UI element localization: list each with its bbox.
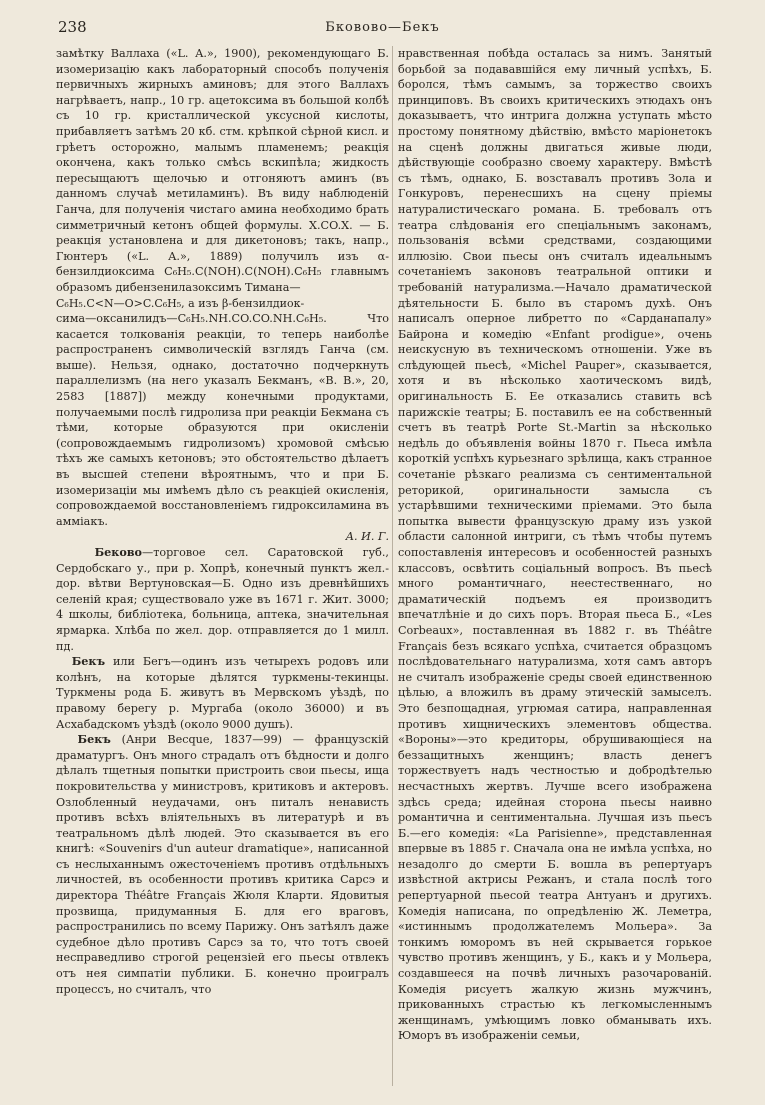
- entry-bekovo-text: —торговое сел. Саратовской губ., Сердобскаго у., при р. Хопрѣ, конечный пунктъ жел.-дор. вѣтви Вертуновская—Б. Одно изъ древнѣйшихъ селеній края; существовало уже въ 1671 г. Жит. 3000; 4 школы, библіотека, больница, аптека, значительная ярмарка. Хлѣба по жел. дор. отправляется до 1 милл. пд.: [56, 546, 389, 653]
- page-number: 238: [58, 18, 87, 36]
- entry-bek-becque: [56, 732, 389, 997]
- entry-bekovo: [56, 545, 389, 654]
- becque-continuation: нравственная побѣда осталась за нимъ. Занятый борьбой за подававшійся ему личный успѣхъ, Б. боролся, тѣмъ самымъ, за торжество своихъ принциповъ. Въ своихъ критическихъ этюдахъ онъ доказываетъ, что интрига должна уступать мѣсто простому понятному дѣйствію, вмѣсто маріонетокъ на сценѣ должны двигаться живые люди, дѣйствующіе сообразно своему характеру. Вмѣстѣ съ тѣмъ, однако, Б. возставалъ противъ Зола и Гонкуровъ, перенесшихъ на сцену пріемы натуралистическаго романа. Б. требовалъ отъ театра слѣдованія его спеціальнымъ законамъ, пользованія всѣми средствами, создающими иллюзію. Свои пьесы онъ считалъ идеальнымъ сочетаніемъ законовъ театральной оптики и требованій натурализма.—Начало драматической дѣятельности Б. было въ старомъ духѣ. Онъ написалъ оперное либретто по «Сарданапалу» Байрона и комедію «Enfant prodigue», очень неискусную въ техническомъ отношеніи. Уже въ слѣдующей пьесѣ, «Michel Pauper», сказывается, хотя и въ нѣсколько хаотическомъ видѣ, оригинальность Б. Ее отказались ставить всѣ парижскіе театры; Б. поставилъ ее на собственный счетъ въ театрѣ Porte St.-Martin за нѣсколько недѣль до объявленія войны 1870 г. Пьеса имѣла короткій успѣхъ курьезнаго зрѣлища, какъ странное сочетаніе рѣзкаго реализма съ сентиментальной реторикой, оригинальности замысла съ устарѣвшими техническими пріемами. Это была попытка вывести французскую драму изъ узкой области салонной интриги, съ тѣмъ чтобы путемъ сопоставленія интересовъ и особенностей разныхъ классовъ, освѣтить соціальный вопросъ. Въ пьесѣ много романтичнаго, неестественнаго, но драматическій подъемъ ея производитъ впечатлѣніе и до сихъ поръ. Вторая пьеса Б., «Les Corbeaux», поставленная въ 1882 г. въ Théâtre Français безъ всякаго успѣха, считается образцомъ послѣдовательнаго натурализма, хотя самъ авторъ не считалъ изображеніе среды своей единственною цѣлью, а вложилъ въ драму этическій замыселъ. Это безпощадная, угрюмая сатира, направленная противъ хищническихъ элементовъ общества. «Вороны»—это кредиторы, обрушивающіеся на беззащитныхъ женщинъ; власть денегъ торжествуетъ надъ честностью и добродѣтелью несчастныхъ жертвъ. Лучше всего изображена здѣсь среда; идейная сторона пьесы наивно романтична и сентиментальна. Лучшая изъ пьесъ Б.—его комедія: «La Parisienne», представленная впервые въ 1885 г. Сначала она не имѣла успѣха, но незадолго до смерти Б. вошла въ репертуаръ извѣстной актрисы Режанъ, и стала послѣ того репертуарной пьесой театра Антуанъ и другихъ. Комедія написана, по опредѣленію Ж. Леметра, «истиннымъ продолжателемъ Мольера». За тонкимъ юморомъ въ ней скрывается горькое чувство противъ женщинъ, у Б., какъ и у Мольера, создавшееся на почвѣ личныхъ разочарованій. Комедія рисуетъ жалкую жизнь мужчинъ, прикованныхъ страстью къ легкомысленнымъ женщинамъ, умѣющимъ ловко обманывать ихъ. Юморъ въ изображеніи семьи,: [398, 47, 712, 1043]
- right-column: [398, 46, 712, 1044]
- entry-bek-tribe: [56, 654, 389, 732]
- headword-bek-tribe: Бекъ: [71, 654, 106, 669]
- entry-bek-tribe-text: или Бегъ—одинъ изъ четырехъ родовъ или колѣнъ, на которые дѣлятся туркмены-текинцы. Туркмены рода Б. живутъ въ Мервскомъ уѣздѣ, по правому берегу р. Мургаба (около 36000) и въ Асхабадскомъ уѣздѣ (около 9000 душъ).: [56, 655, 389, 731]
- hantzsch-paragraph: сима—оксанилидъ—C₆H₅.NH.CO.CO.NH.C₆H₅. Что касается толкованія реакціи, то теперь наиболѣе распространенъ символическій взглядъ Ганча (см. выше). Нельзя, однако, достаточно подчеркнуть параллелизмъ (на него указалъ Бекманъ, «B. B.», 20, 2583 [1887]) между конечными продуктами, получаемыми послѣ гидролиза при реакціи Бекмана съ тѣми, которые образуются при окисленіи (сопровождаемымъ гидролизомъ) хромовой смѣсью тѣхъ же самыхъ кетоновъ; это обстоятельство дѣлаетъ въ высшей степени вѣроятнымъ, что и при Б. изомеризаціи мы имѣемъ дѣло съ реакціей окисленія, сопровождаемой восстановленіемъ гидроксиламина въ аммiакъ.: [56, 312, 389, 528]
- entry-bek-becque-text: (Анри Becque, 1837—99) — французскій драматургъ. Онъ много страдалъ отъ бѣдности и долго дѣлалъ тщетныя попытки пристроить свои пьесы, ища покровительства у министровъ, критиковъ и актеровъ. Озлобленный неудачами, онъ питалъ ненависть противъ всѣхъ вліятельныхъ въ литературѣ и въ театральномъ дѣлѣ людей. Это сказывается въ его книгѣ: «Souvenirs d'un auteur dramatique», написанной съ неслыханнымъ ожесточеніемъ противъ отдѣльныхъ личностей, въ особенности противъ критика Сарсэ и директора Théâtre Français Жюля Кларти. Ядовитыя прозвища, придуманныя Б. для его враговъ, распространились по всему Парижу. Онъ затѣялъ даже судебное дѣло противъ Сарсэ за то, что тотъ своей несправедливо строгой рецензіей его пьесы отвлекъ отъ нея симпатіи публики. Б. конечно проигралъ процессъ, но считалъ, что: [56, 733, 389, 996]
- chemical-formula: C₆H₅.C<N—O>C.C₆H₅, а изъ β-бензилдиок-: [56, 296, 305, 310]
- running-title: Бковово—Бекъ: [325, 20, 440, 35]
- wallach-paragraph: замѣтку Валлаха («L. A.», 1900), рекомендующаго Б. изомеризацію какъ лабораторный способъ полученія первичныхъ жирныхъ аминовъ; для этого Валлахъ нагрѣваетъ, напр., 10 гр. ацетоксима въ большой колбѣ съ 10 гр. кристаллической уксусной кислоты, прибавляетъ затѣмъ 20 кб. стм. крѣпкой сѣрной кисл. и грѣетъ осторожно, малымъ пламенемъ; реакція окончена, какъ только смѣсь вскипѣла; жидкость пересыщаютъ щелочью и отгоняютъ аминъ (въ данномъ случаѣ метиламинъ). Въ виду наблюденій Ганча, для полученія чистаго амина необходимо брать симметричный кетонъ общей формулы. X.CO.X. — Б. реакція установлена и для дикетоновъ; такъ, напр., Гюнтеръ («L. A.», 1889) получилъ изъ α-бензилдиоксима C₆H₅.C(NOH).C(NOH).C₆H₅ главнымъ образомъ дибензенилазоксимъ Тимана—: [56, 47, 389, 294]
- headword-bek-becque: Бекъ: [77, 732, 111, 747]
- headword-bekovo: Бековo: [94, 545, 143, 559]
- column-divider: [392, 46, 393, 1086]
- left-column: [56, 46, 389, 997]
- author-signature: А. И. Г.: [345, 530, 389, 544]
